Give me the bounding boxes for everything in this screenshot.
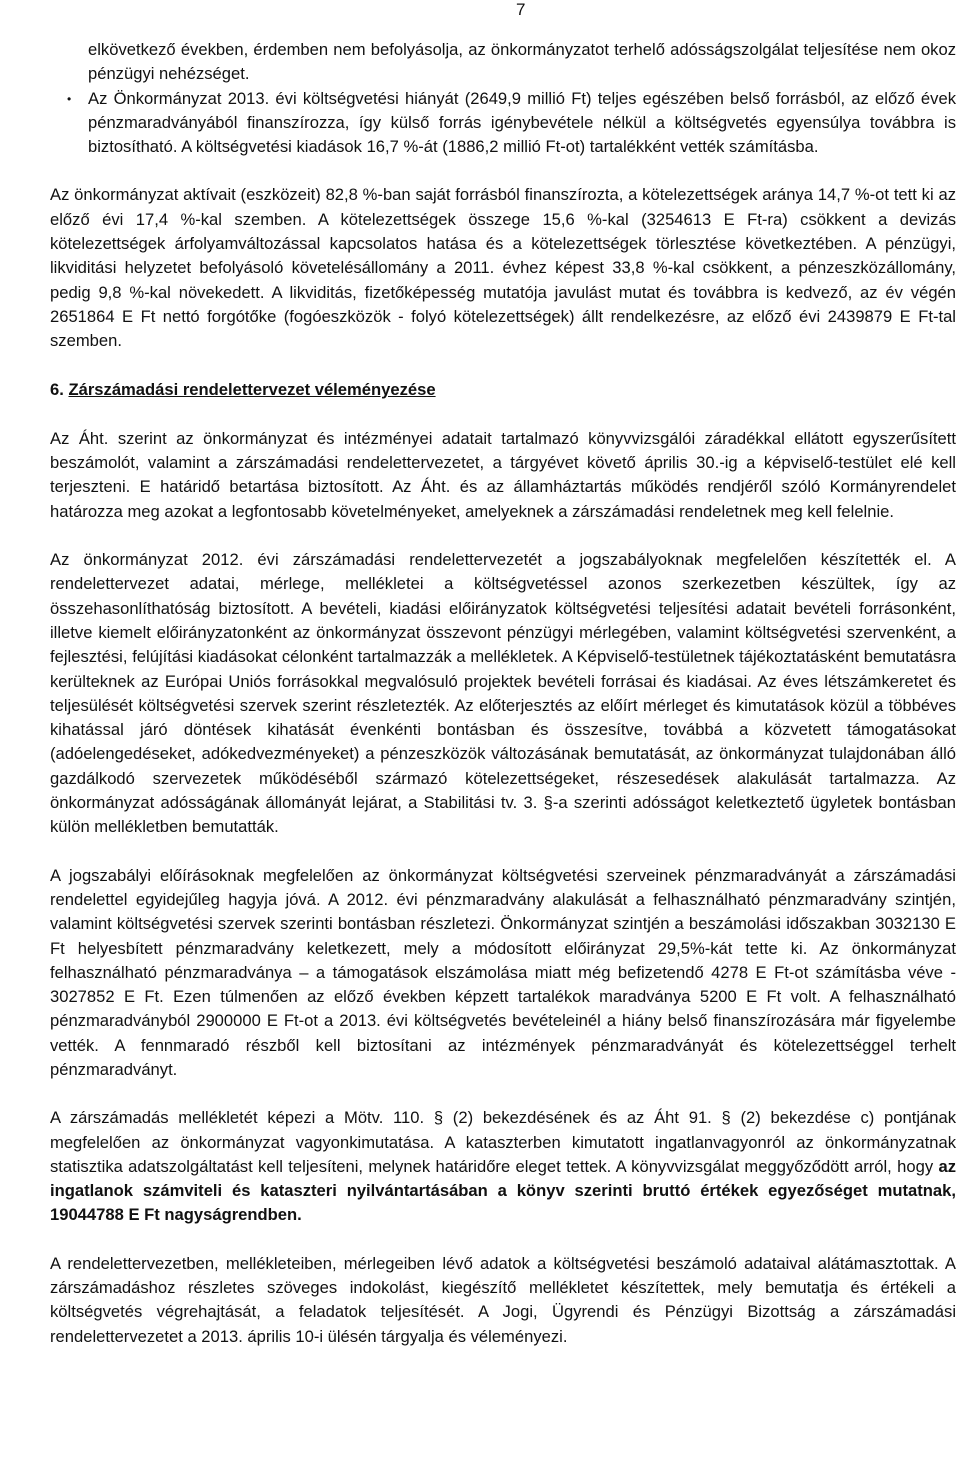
paragraph-bold-text: az ingatlanok számviteli és kataszteri nyilvántartásában a könyv szerinti bruttó értékek egyezőséget mutatnak, 19044788 E Ft nagyságrendben. <box>50 1156 956 1225</box>
paragraph-aht: Az Áht. szerint az önkormányzat és intézményei adatait tartalmazó könyvvizsgálói záradékkal ellátott egyszerűsített beszámolót, valamint a zárszámadási rendelettervezetet, a tárgyévet követő április 30.-ig a képviselő-testület elé kell terjeszteni. E határidő betartása biztosított. Az Áht. és az államháztartás működés rendjéről szóló Kormányrendelet határozza meg azokat a legfontosabb követelményeket, amelyeknek a zárszámadási rendeletnek meg kell felelnie. <box>50 428 956 521</box>
paragraph-committee: A rendelettervezetben, mellékleteiben, mérlegeiben lévő adatok a költségvetési beszámoló adataival alátámasztottak. A zárszámadáshoz részletes szöveges indokolást, kiegészítő mellékletet készítettek, mely bemutatja és értékeli a költségvetés végrehajtását, a feladatok teljesítését. A Jogi, Ügyrendi és Pénzügyi Bizottság a zárszámadási rendelettervezetet a 2013. április 10-i ülésén tárgyalja és véleményezi. <box>50 1253 956 1346</box>
bullet-text: Az Önkormányzat 2013. évi költségvetési hiányát (2649,9 millió Ft) teljes egészében belső forrásból, az előző évek pénzmaradványából finanszírozza, így külső forrás igénybevétele nélkül a költségvetés egyensúlya továbbra is biztosítható. A költségvetési kiadások 16,7 %-át (1886,2 millió Ft-ot) tartalékként vették számításba. <box>88 88 956 157</box>
paragraph-draft: Az önkormányzat 2012. évi zárszámadási rendelettervezetét a jogszabályoknak megfelelően készítették el. A rendelettervezet adatai, mérlege, mellékletei a költségvetéssel azonos szerkezetben készültek, így az összehasonlíthatóság biztosított. A bevételi, kiadási előirányzatok költségvetési teljesítési adatait bevételi forrásonként, illetve kiemelt előirányzatonként az önkormányzat összevont pénzügyi mérlegében, valamint költségvetési szervenként, a fejlesztési, felújítási kiadásokat célonként tartalmazzák a mellékletek. A Képviselő-testületnek tájékoztatásként bemutatásra kerülteknek az Európai Uniós forrásokkal megvalósuló projektek bevételi forrásai és kiadásai. Az éves létszámkeretet és teljesülését költségvetési szervek szerint részletezték. Az előterjesztés az előírt mérleget és kimutatások közül a többéves kihatással járó döntések kihatását évenkénti bontásban és összesítve, továbbá a közvetett támogatásokat (adóelengedéseket, adókedvezményeket) a pénzeszközök változásának bemutatását, az önkormányzat tulajdonában álló gazdálkodó szervezetek működéséből származó kötelezettségeket, részesedések alakulását tartalmazza. Az önkormányzat adósságának állományát lejárat, a Stabilitási tv. 3. §-a szerinti adósságot keletkeztető ügyletek bontásban külön mellékletben bemutatták. <box>50 550 956 837</box>
bullet-item <box>50 87 956 160</box>
section-title: Zárszámadási rendelettervezet véleményezése <box>68 379 436 399</box>
paragraph-assets: Az önkormányzat aktívait (eszközeit) 82,8 %-ban saját forrásból finanszírozta, a kötelezettségek aránya 14,7 %-ot tett ki az előző évi 17,4 %-kal szemben. A kötelezettségek összege 15,6 %-kal (3254613 E Ft-ra) csökkent a devizás kötelezettségek árfolyamváltozással kapcsolatos hatása és a kötelezettségek törlesztése következtében. A pénzügyi, likviditási helyzetet befolyásoló követelésállomány a 2011. évhez képest 33,8 %-kal csökkent, a pénzeszközállomány, pedig 9,8 %-kal növekedett. A likviditás, fizetőképesség mutatója javulást mutat és továbbra is kedvező, az év végén 2651864 E Ft nettó forgótőke (fogóeszközök - folyó kötelezettségek) állt rendelkezésre, az előző évi 2439879 E Ft-tal szemben. <box>50 185 956 351</box>
paragraph-continuation: elkövetkező években, érdemben nem befolyásolja, az önkormányzatot terhelő adósságszolgálat teljesítése nem okoz pénzügyi nehézséget. <box>88 40 956 84</box>
paragraph-assets-inventory <box>50 1106 956 1227</box>
section-number: 6. <box>50 379 64 399</box>
bullet-icon: • <box>67 91 72 106</box>
paragraph-text: A zárszámadás mellékletét képezi a Mötv. 110. § (2) bekezdésének és az Áht 91. § (2) bekezdése c) pontjának megfelelően az önkormányzat vagyonkimutatása. A kataszterben kimutatott ingatlanvagyonról az önkormányzatnak statisztika adatszolgáltatást kell teljesíteni, melynek határidőre eleget tettek. A könyvvizsgálat meggyőződött arról, hogy <box>50 1108 956 1176</box>
paragraph-residual: A jogszabályi előírásoknak megfelelően az önkormányzat költségvetési szerveinek pénzmaradványát a zárszámadási rendelettel egyidejűleg hagyja jóvá. A 2012. évi pénzmaradvány alakulását a felhasználható pénzmaradvány szintjén, valamint költségvetési szervek szerinti bontásban részletezi. Önkormányzat szintjén a beszámolási időszakban 3032130 E Ft helyesbített pénzmaradvány keletkezett, mely a módosított előirányzat 29,5%-kát tette ki. Az önkormányzat felhasználható pénzmaradványa – a támogatások elszámolása miatt még befizetendő 4278 E Ft-ot számításba véve - 3027852 E Ft. Ezen túlmenően az előző években képzett tartalékok maradványa 5200 E Ft volt. A felhasználható pénzmaradványból 2900000 E Ft-ot a 2013. évi költségvetés bevételeinél a hiány belső finanszírozására már figyelembe vették. A fennmaradó részből kell biztosítani az intézmények pénzmaradványát és kötelezettséggel terhelt pénzmaradványt. <box>50 865 956 1079</box>
page-number: 7 <box>516 0 526 19</box>
document-body <box>50 38 956 1349</box>
section-heading <box>50 378 956 402</box>
